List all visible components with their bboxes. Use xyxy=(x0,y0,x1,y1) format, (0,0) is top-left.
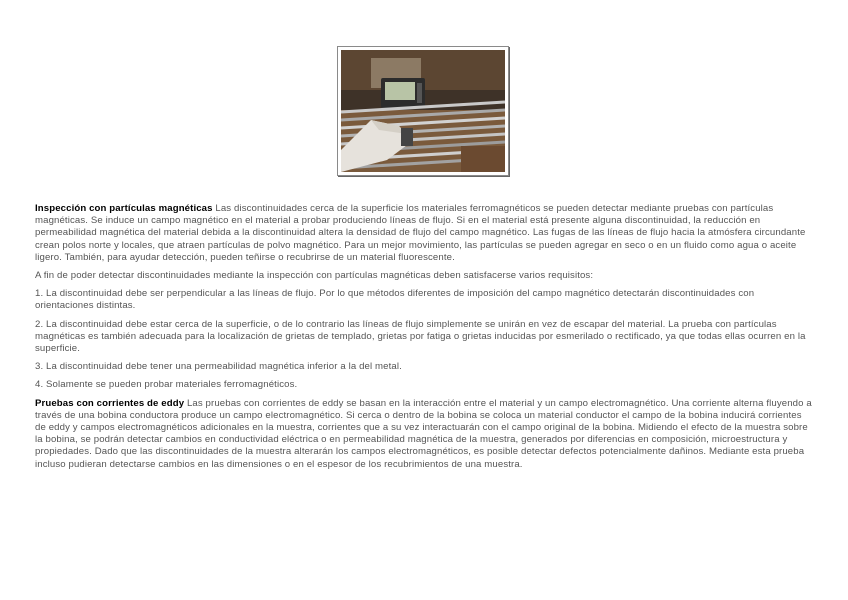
mpi-heading: Inspección con partículas magnéticas xyxy=(35,203,213,214)
mpi-requirement-3: 3. La discontinuidad debe tener una permeabilidad magnética inferior a la del metal. xyxy=(35,361,402,373)
mpi-requirement-4: 4. Solamente se pueden probar materiales ferromagnéticos. xyxy=(35,379,298,391)
mpi-requirement-1: 1. La discontinuidad debe ser perpendicular a las líneas de flujo. Por lo que métodos diferentes de imposición del campo magnético detectarán discontinuidades con orientaciones distintas. xyxy=(35,288,755,312)
eddy-paragraph xyxy=(35,398,813,471)
eddy-current-tester-photo xyxy=(341,50,505,172)
article-content xyxy=(35,203,813,477)
mpi-body: Las discontinuidades cerca de la superficie los materiales ferromagnéticos se pueden detectar mediante pruebas con partículas magnéticas. Se induce un campo magnético en el material a probar produciendo líneas de flujo. Si en el material está presente alguna discontinuidad, la reducción en permeabilidad magnética del material debida a la discontinuidad altera la densidad de flujo del campo magnético. Las fugas de las líneas de flujo hacia la atmósfera circundante crean polos norte y locales, que atraen partículas de polvo magnético. Para un mejor movimiento, las partículas se pueden agregar en seco o en un fluido como agua o aceite ligero. También, para ayudar detección, pueden teñirse o recubrirse de un material fluorescente. xyxy=(35,203,806,263)
mpi-requirement-2: 2. La discontinuidad debe estar cerca de la superficie, o de lo contrario las líneas de flujo simplemente se unirán en vez de escapar del material. La prueba con partículas magnéticas es también adecuada para la localización de grietas de templado, grietas por fatiga o grietas inducidas por esmerilado o rectificado, ya que todas ellas ocurren en la superficie. xyxy=(35,318,806,355)
eddy-body: Las pruebas con corrientes de eddy se basan en la interacción entre el material y un campo electromagnético. Una corriente alterna fluyendo a través de una bobina conductora produce un campo electromagnético. Si cerca o dentro de la bobina se coloca un material conductor el campo de la bobina inducirá corrientes de eddy y campos electromagnéticos adicionales en la muestra, corrientes que a su vez interactuarán con el campo original de la bobina. Midiendo el efecto de la muestra sobre la bobina, se podrán detectar cambios en conductividad eléctrica o en permeabilidad magnética de la muestra, generados por diferencias en composición, microestructura y propiedades. Dado que las discontinuidades de la muestra alterarán los campos electromagnéticos, es posible detectar defectos potencialmente dañinos. Mediante esta prueba incluso pudieran detectarse cambios en las dimensiones o en el espesor de los recubrimientos de una muestra. xyxy=(35,397,812,470)
eddy-heading: Pruebas con corrientes de eddy xyxy=(35,397,185,409)
inspection-photo xyxy=(337,46,509,176)
mpi-paragraph xyxy=(35,203,813,264)
mpi-requirements-intro: A fin de poder detectar discontinuidades mediante la inspección con partículas magnéticas deben satisfacerse varios requisitos: xyxy=(35,270,594,282)
